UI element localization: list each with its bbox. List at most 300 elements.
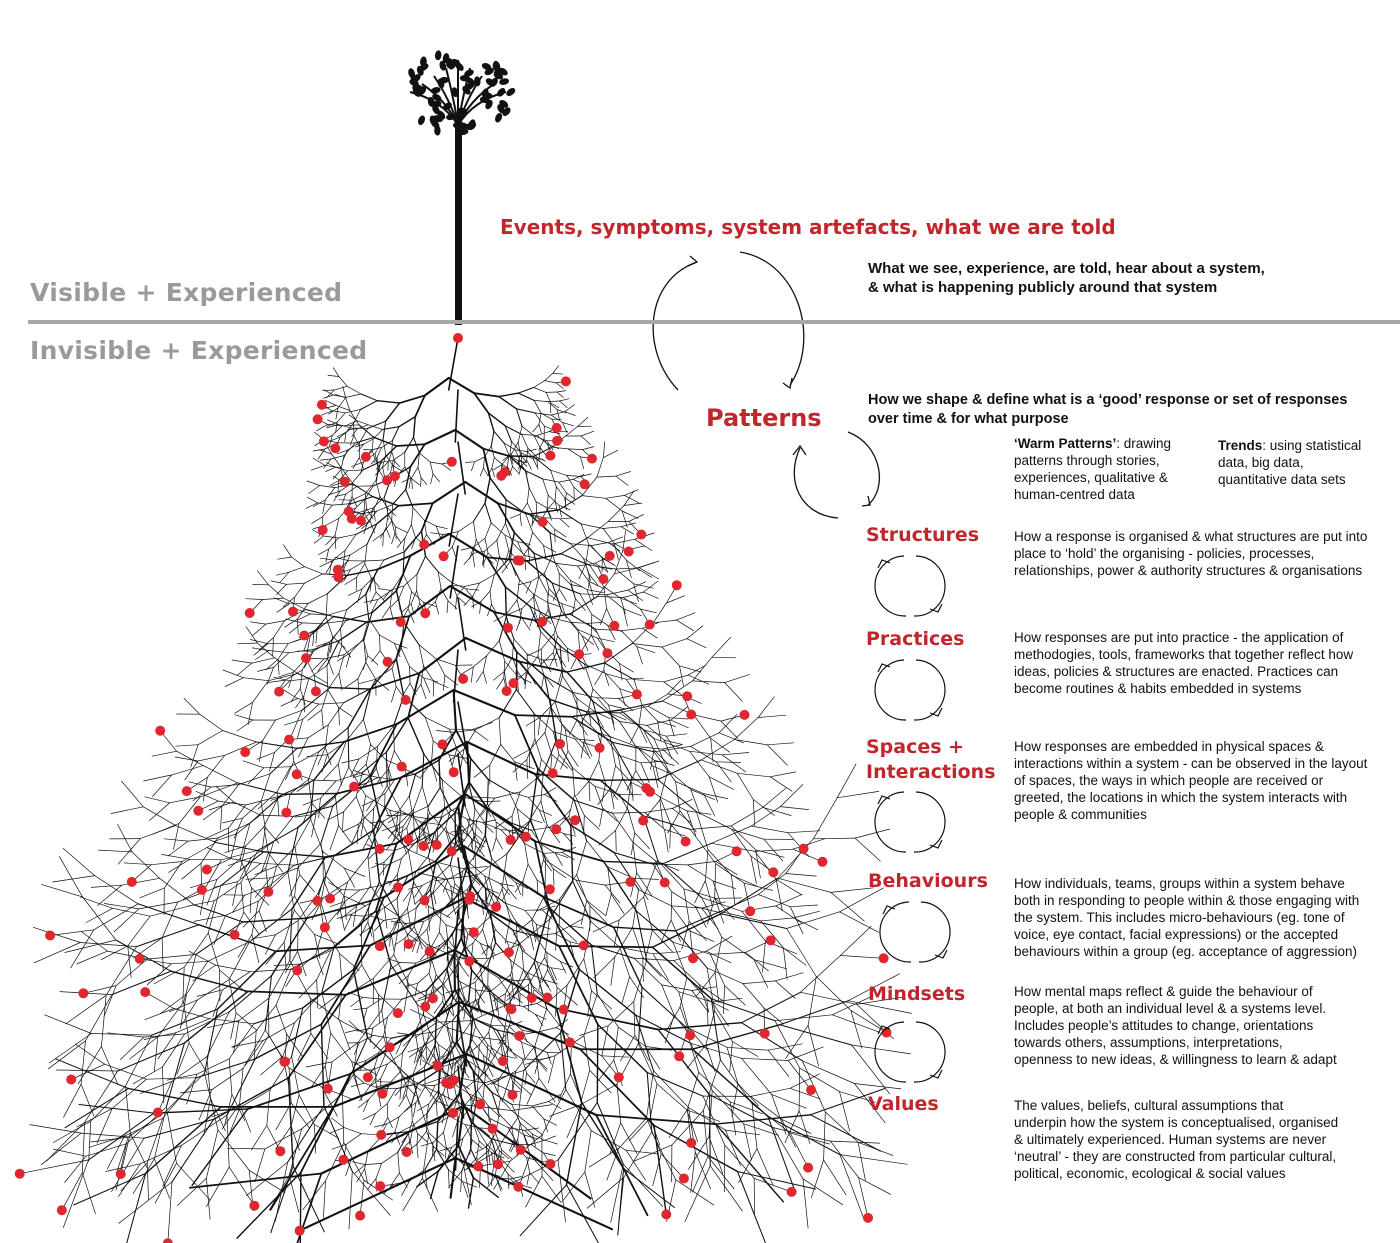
root-line: [542, 1090, 566, 1136]
root-line: [532, 1106, 544, 1119]
root-line: [783, 948, 805, 965]
root-line: [417, 1131, 427, 1144]
root-line: [91, 885, 121, 887]
root-line: [560, 518, 573, 519]
root-line: [730, 1042, 733, 1072]
root-line: [560, 519, 569, 527]
root-line: [269, 1176, 289, 1211]
root-line: [207, 828, 229, 838]
root-line: [363, 1008, 367, 1021]
root-dot: [419, 540, 429, 550]
root-line: [74, 1173, 146, 1205]
root-line: [573, 768, 575, 795]
root-dot: [317, 400, 327, 410]
root-line: [387, 1104, 388, 1118]
root-line: [725, 683, 743, 702]
root-line: [485, 876, 500, 884]
root-line: [366, 662, 376, 679]
root-line: [243, 911, 259, 927]
root-line: [405, 769, 408, 786]
root-line: [494, 1083, 509, 1090]
root-line: [210, 1019, 254, 1024]
root-dot: [595, 743, 605, 753]
root-line: [688, 865, 713, 881]
root-line: [417, 1144, 418, 1158]
root-line: [81, 1133, 144, 1138]
root-line: [433, 482, 466, 503]
root-line: [483, 801, 501, 802]
description-line: How responses are embedded in physical spaces &: [1014, 739, 1324, 754]
root-line: [437, 1021, 472, 1023]
root-line: [571, 544, 592, 546]
root-line: [171, 971, 248, 991]
root-line: [145, 1009, 174, 1020]
root-dot: [879, 953, 889, 963]
root-line: [332, 426, 342, 436]
root-line: [772, 1094, 807, 1108]
root-line: [63, 1160, 88, 1228]
root-line: [432, 741, 434, 763]
root-line: [464, 554, 473, 564]
root-line: [544, 852, 562, 853]
description-line: ‘neutral’ - they are constructed from particular cultural,: [1014, 1149, 1337, 1164]
level-title-practices: Practices: [866, 628, 965, 650]
root-line: [612, 742, 654, 752]
root-dot: [507, 1004, 517, 1014]
root-line: [710, 1095, 711, 1166]
trends-line2: data, big data,: [1218, 455, 1304, 470]
root-line: [248, 991, 346, 994]
root-dot: [404, 939, 414, 949]
root-line: [350, 544, 367, 555]
root-line: [314, 780, 337, 781]
root-line: [486, 824, 501, 830]
level-description-values: [1014, 1097, 1338, 1182]
root-line: [437, 862, 451, 886]
root-dot: [66, 1075, 76, 1085]
root-line: [533, 532, 544, 545]
root-line: [573, 475, 584, 480]
root-line: [194, 915, 226, 921]
root-line: [611, 894, 624, 913]
root-line: [664, 675, 688, 682]
root-line: [463, 1182, 477, 1188]
root-line: [485, 835, 491, 858]
root-line: [332, 1144, 346, 1149]
root-line: [623, 609, 627, 626]
root-line: [489, 1014, 494, 1033]
root-line: [329, 408, 338, 414]
root-line: [568, 648, 569, 661]
root-line: [754, 960, 768, 988]
root-dot: [818, 857, 828, 867]
root-line: [343, 812, 344, 829]
root-dot: [626, 877, 636, 887]
root-line: [591, 921, 620, 947]
root-line: [737, 773, 770, 777]
root-line: [162, 854, 190, 859]
root-line: [558, 636, 568, 648]
root-line: [387, 1089, 396, 1104]
root-line: [416, 929, 427, 940]
root-line: [263, 598, 284, 599]
root-line: [363, 720, 370, 745]
root-line: [298, 614, 311, 620]
root-line: [206, 1178, 210, 1219]
root-line: [114, 909, 139, 932]
root-line: [490, 591, 492, 604]
root-line: [790, 1074, 820, 1088]
root-line: [506, 587, 507, 617]
root-dot: [645, 620, 655, 630]
root-line: [321, 1024, 324, 1106]
root-line: [547, 1009, 572, 1041]
root-line: [504, 661, 505, 678]
root-line: [372, 439, 373, 451]
root-line: [547, 495, 548, 509]
events-description-line1: What we see, experience, are told, hear about a system,: [868, 260, 1265, 277]
root-line: [515, 715, 572, 717]
root-line: [563, 423, 574, 426]
root-line: [372, 926, 374, 942]
root-line: [340, 909, 345, 931]
root-line: [723, 986, 724, 1014]
root-line: [418, 1134, 427, 1142]
root-dot: [545, 884, 555, 894]
root-line: [250, 888, 251, 913]
root-line: [840, 1155, 907, 1165]
root-line: [263, 720, 276, 740]
root-dot: [333, 572, 343, 582]
root-dot: [674, 1051, 684, 1061]
root-line: [333, 470, 341, 479]
root-dot: [493, 1159, 503, 1169]
root-line: [181, 1115, 227, 1145]
root-line: [597, 476, 616, 477]
root-line: [711, 738, 730, 752]
root-line: [604, 670, 609, 686]
root-line: [365, 481, 376, 494]
root-line: [461, 667, 473, 674]
root-dot: [325, 894, 335, 904]
root-dot: [768, 867, 778, 877]
root-line: [583, 447, 594, 450]
root-line: [101, 995, 106, 1046]
root-line: [840, 956, 883, 959]
root-line: [411, 591, 417, 604]
root-line: [337, 914, 352, 919]
root-line: [518, 388, 534, 394]
root-line: [494, 612, 534, 620]
ground-divider: [28, 320, 1400, 324]
root-line: [372, 591, 396, 613]
trends-line3: quantitative data sets: [1218, 472, 1346, 487]
root-dot: [311, 686, 321, 696]
root-line: [559, 496, 582, 510]
leaf: [434, 50, 442, 61]
root-line: [552, 583, 561, 611]
root-line: [347, 594, 366, 609]
root-line: [401, 826, 403, 839]
root-line: [514, 533, 534, 554]
root-line: [600, 780, 643, 816]
root-line: [691, 790, 715, 800]
root-line: [240, 823, 250, 858]
root-dot: [375, 844, 385, 854]
root-line: [251, 1126, 266, 1151]
root-dot: [609, 621, 619, 631]
root-line: [48, 1041, 85, 1069]
root-line: [464, 820, 476, 830]
root-line: [693, 681, 725, 683]
root-line: [471, 667, 473, 682]
root-line: [299, 1095, 314, 1125]
root-line: [408, 592, 412, 609]
root-line: [344, 443, 355, 456]
root-line: [350, 436, 354, 446]
root-line: [465, 482, 497, 503]
root-line: [128, 916, 150, 946]
root-line: [403, 574, 412, 592]
root-line: [392, 668, 396, 686]
root-line: [707, 1000, 708, 1025]
root-line: [413, 786, 422, 810]
root-line: [350, 411, 359, 425]
root-line: [218, 801, 245, 805]
root-line: [344, 1128, 361, 1134]
root-dot: [660, 878, 670, 888]
root-line: [174, 823, 180, 849]
root-line: [342, 759, 359, 763]
root-line: [787, 929, 817, 977]
root-line: [203, 766, 237, 783]
root-line: [480, 1169, 481, 1187]
root-line: [751, 807, 780, 826]
root-line: [539, 425, 542, 434]
root-line: [431, 474, 433, 484]
root-dot: [638, 816, 648, 826]
root-line: [323, 1181, 325, 1218]
root-line: [620, 664, 634, 673]
root-line: [240, 1090, 270, 1107]
root-dot: [275, 1146, 285, 1156]
root-line: [535, 1009, 547, 1046]
root-line: [346, 1030, 359, 1033]
root-line: [634, 878, 648, 899]
root-line: [538, 1058, 551, 1060]
root-dot: [375, 1181, 385, 1191]
root-line: [633, 842, 637, 873]
root-dot: [561, 376, 571, 386]
root-dot: [320, 922, 330, 932]
root-line: [520, 1155, 531, 1185]
warm-patterns-text: : drawing: [1116, 436, 1172, 451]
root-line: [553, 373, 563, 374]
root-line: [445, 1147, 446, 1159]
warm-patterns-line4: human-centred data: [1014, 487, 1135, 502]
root-line: [738, 1084, 759, 1106]
root-line: [527, 739, 535, 760]
root-dot: [799, 844, 809, 854]
root-line: [619, 794, 641, 795]
root-dot: [299, 631, 309, 641]
root-line: [472, 1004, 509, 1021]
root-line: [550, 533, 553, 555]
root-dot: [464, 956, 474, 966]
root-line: [559, 875, 576, 900]
root-line: [426, 1047, 427, 1060]
root-line: [77, 951, 108, 964]
root-line: [859, 1178, 868, 1218]
root-dot: [449, 767, 459, 777]
root-line: [45, 1015, 92, 1034]
title-line: Spaces +: [866, 736, 965, 758]
root-line: [309, 486, 320, 494]
root-line: [447, 1056, 451, 1070]
root-line: [709, 1137, 723, 1174]
root-line: [732, 830, 764, 840]
description-line: place to ‘hold’ the organising - policies, processes,: [1014, 546, 1315, 561]
root-line: [330, 826, 339, 850]
root-dot: [516, 1145, 526, 1155]
root-line: [505, 535, 509, 550]
root-line: [349, 1021, 358, 1030]
root-line: [337, 413, 345, 422]
root-line: [685, 1166, 710, 1222]
root-line: [400, 963, 416, 964]
root-line: [547, 508, 551, 517]
root-line: [585, 1172, 595, 1207]
root-line: [496, 1178, 501, 1192]
root-line: [535, 413, 544, 426]
root-line: [621, 598, 626, 614]
root-line: [565, 493, 566, 503]
root-line: [319, 703, 344, 704]
root-line: [493, 838, 497, 851]
root-line: [552, 447, 568, 449]
root-line: [512, 1104, 533, 1106]
root-line: [409, 478, 411, 488]
root-line: [277, 604, 290, 613]
root-line: [408, 850, 437, 863]
root-line: [634, 680, 664, 682]
root-line: [662, 647, 679, 666]
root-line: [436, 731, 454, 733]
root-line: [535, 413, 551, 415]
root-line: [162, 938, 163, 971]
description-line: How a response is organised & what structures are put into: [1014, 529, 1368, 544]
patterns-description-line2: over time & for what purpose: [868, 411, 1069, 427]
root-line: [326, 518, 339, 525]
root-line: [414, 817, 427, 819]
root-dot: [636, 530, 646, 540]
root-dot: [580, 479, 590, 489]
level-title-mindsets: Mindsets: [868, 983, 966, 1005]
root-line: [342, 824, 358, 832]
root-dot: [163, 1238, 173, 1243]
root-line: [840, 912, 879, 933]
root-line: [612, 742, 631, 777]
root-line: [614, 551, 622, 574]
root-line: [790, 905, 817, 907]
root-line: [325, 488, 335, 500]
root-line: [382, 965, 391, 1010]
root-line: [676, 613, 695, 620]
root-dot: [760, 1029, 770, 1039]
root-line: [252, 658, 275, 663]
root-line: [405, 525, 412, 538]
root-line: [270, 748, 297, 774]
root-dot: [182, 786, 192, 796]
root-line: [375, 439, 383, 453]
root-line: [830, 1141, 858, 1178]
root-line: [525, 556, 526, 570]
root-line: [365, 1163, 381, 1164]
root-line: [626, 678, 644, 679]
root-line: [438, 1070, 439, 1096]
root-line: [722, 753, 749, 755]
root-line: [734, 740, 767, 745]
root-line: [688, 675, 709, 684]
root-dot: [45, 931, 55, 941]
root-line: [534, 713, 535, 739]
root-line: [473, 522, 476, 540]
root-line: [414, 417, 416, 438]
root-line: [688, 861, 716, 865]
root-line: [347, 569, 377, 575]
root-line: [475, 856, 476, 875]
root-line: [269, 585, 284, 598]
root-line: [621, 527, 634, 534]
root-line: [367, 1179, 376, 1190]
root-line: [618, 1027, 645, 1046]
root-line: [246, 627, 257, 643]
root-line: [559, 946, 652, 947]
root-line: [374, 1036, 384, 1048]
root-line: [494, 1083, 501, 1098]
root-line: [744, 1124, 752, 1160]
root-line: [513, 467, 519, 474]
root-line: [643, 957, 644, 981]
root-line: [338, 481, 339, 493]
root-line: [639, 561, 659, 568]
root-line: [197, 990, 223, 997]
root-dot: [318, 525, 328, 535]
root-line: [289, 567, 305, 573]
root-line: [597, 1060, 614, 1082]
root-line: [145, 797, 170, 803]
root-line: [597, 698, 619, 699]
root-line: [653, 766, 658, 788]
root-line: [533, 425, 539, 432]
root-line: [497, 540, 500, 556]
root-line: [494, 612, 517, 652]
root-line: [825, 1112, 858, 1142]
root-line: [322, 710, 324, 729]
root-line: [422, 878, 437, 886]
root-line: [557, 987, 577, 1005]
root-dot: [323, 1084, 333, 1094]
root-line: [790, 1133, 808, 1168]
root-dot: [488, 1124, 498, 1134]
leaf: [505, 86, 517, 97]
root-line: [706, 936, 732, 951]
root-line: [140, 888, 165, 898]
root-line: [377, 401, 399, 403]
root-line: [418, 973, 429, 983]
root-line: [448, 1170, 462, 1182]
root-line: [20, 1160, 89, 1174]
